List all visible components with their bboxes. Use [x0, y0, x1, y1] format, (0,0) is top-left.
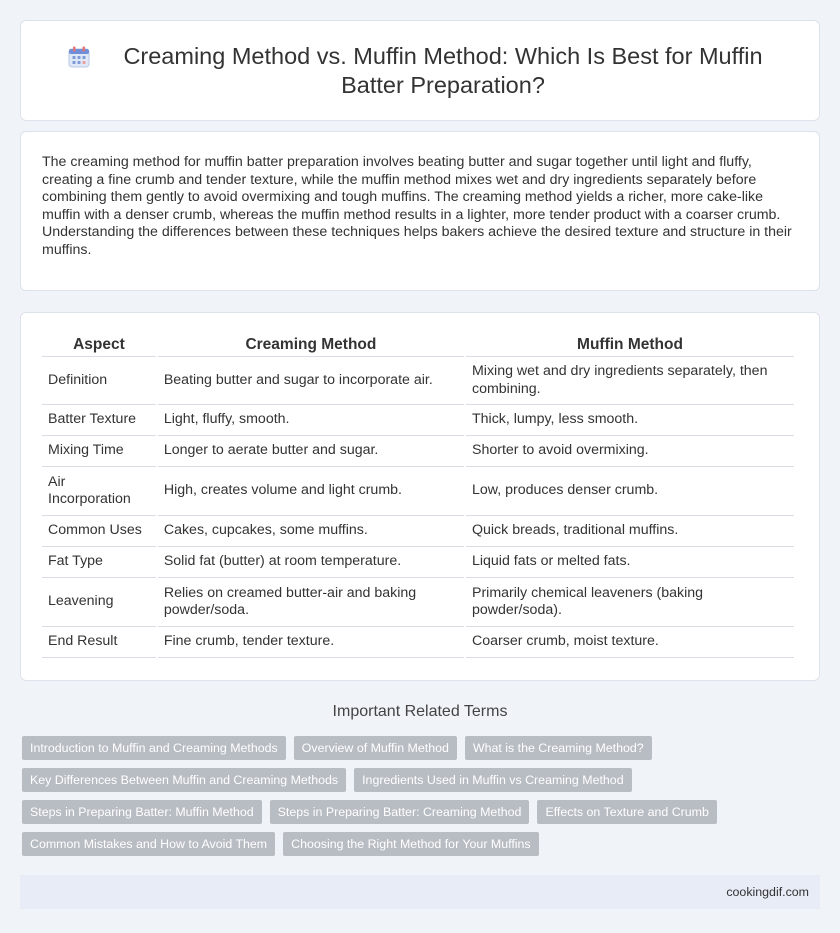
cell-muffin: Liquid fats or melted fats. — [466, 547, 794, 578]
title-wrap — [67, 42, 773, 100]
table-row — [42, 516, 794, 547]
cell-creaming: Relies on creamed butter-air and baking powder/soda. — [158, 578, 464, 627]
related-terms-heading: Important Related Terms — [332, 703, 508, 720]
cell-aspect: Common Uses — [42, 516, 156, 547]
cell-muffin: Shorter to avoid overmixing. — [466, 436, 794, 467]
comparison-card — [20, 312, 820, 681]
cell-aspect: End Result — [42, 627, 156, 658]
header-muffin-method: Muffin Method — [466, 335, 794, 357]
table-row — [42, 357, 794, 405]
intro-card — [20, 131, 820, 291]
tag-steps-muffin[interactable]: Steps in Preparing Batter: Muffin Method — [22, 800, 262, 824]
tag-ingredients[interactable]: Ingredients Used in Muffin vs Creaming Method — [354, 768, 631, 792]
cell-muffin: Quick breads, traditional muffins. — [466, 516, 794, 547]
cell-aspect: Air Incorporation — [42, 467, 156, 516]
cell-aspect: Leavening — [42, 578, 156, 627]
table-row — [42, 547, 794, 578]
tag-common-mistakes[interactable]: Common Mistakes and How to Avoid Them — [22, 832, 275, 856]
cell-muffin: Thick, lumpy, less smooth. — [466, 405, 794, 436]
tag-steps-creaming[interactable]: Steps in Preparing Batter: Creaming Method — [270, 800, 530, 824]
calendar-icon — [67, 45, 91, 69]
table-row — [42, 467, 794, 516]
cell-aspect: Batter Texture — [42, 405, 156, 436]
table-row — [42, 436, 794, 467]
cell-muffin: Low, produces denser crumb. — [466, 467, 794, 516]
cell-aspect: Definition — [42, 357, 156, 405]
cell-creaming: High, creates volume and light crumb. — [158, 467, 464, 516]
header-aspect: Aspect — [42, 335, 156, 357]
table-row — [42, 578, 794, 627]
tag-effects-texture[interactable]: Effects on Texture and Crumb — [537, 800, 716, 824]
related-terms-tags — [22, 736, 818, 864]
comparison-table — [40, 335, 796, 658]
cell-creaming: Solid fat (butter) at room temperature. — [158, 547, 464, 578]
tag-key-differences[interactable]: Key Differences Between Muffin and Creaming Methods — [22, 768, 346, 792]
cell-muffin: Primarily chemical leaveners (baking powder/soda). — [466, 578, 794, 627]
cell-creaming: Light, fluffy, smooth. — [158, 405, 464, 436]
header-card — [20, 20, 820, 121]
cell-creaming: Fine crumb, tender texture. — [158, 627, 464, 658]
cell-creaming: Longer to aerate butter and sugar. — [158, 436, 464, 467]
table-row — [42, 627, 794, 658]
page-title: Creaming Method vs. Muffin Method: Which Is Best for Muffin Batter Preparation? — [123, 42, 763, 98]
footer — [20, 875, 820, 909]
cell-muffin: Mixing wet and dry ingredients separately, then combining. — [466, 357, 794, 405]
table-row — [42, 405, 794, 436]
tag-choosing-method[interactable]: Choosing the Right Method for Your Muffins — [283, 832, 538, 856]
cell-muffin: Coarser crumb, moist texture. — [466, 627, 794, 658]
intro-paragraph: The creaming method for muffin batter preparation involves beating butter and sugar together until light and fluffy, creating a fine crumb and tender texture, while the muffin method mixes wet and dry ingredients separately before combining them gently to avoid overmixing and tough muffins. The creaming method yields a richer, more cake-like muffin with a denser crumb, whereas the muffin method results in a lighter, more tender product with a coarser crumb. Understanding the differences between these techniques helps bakers achieve the desired texture and structure in their muffins. — [42, 154, 792, 258]
cell-aspect: Fat Type — [42, 547, 156, 578]
cell-creaming: Cakes, cupcakes, some muffins. — [158, 516, 464, 547]
tag-overview-muffin-method[interactable]: Overview of Muffin Method — [294, 736, 457, 760]
header-creaming-method: Creaming Method — [158, 335, 464, 357]
footer-site-name: cookingdif.com — [726, 885, 809, 899]
cell-creaming: Beating butter and sugar to incorporate air. — [158, 357, 464, 405]
tag-introduction[interactable]: Introduction to Muffin and Creaming Methods — [22, 736, 286, 760]
table-header-row — [42, 335, 794, 357]
cell-aspect: Mixing Time — [42, 436, 156, 467]
tag-what-is-creaming[interactable]: What is the Creaming Method? — [465, 736, 652, 760]
